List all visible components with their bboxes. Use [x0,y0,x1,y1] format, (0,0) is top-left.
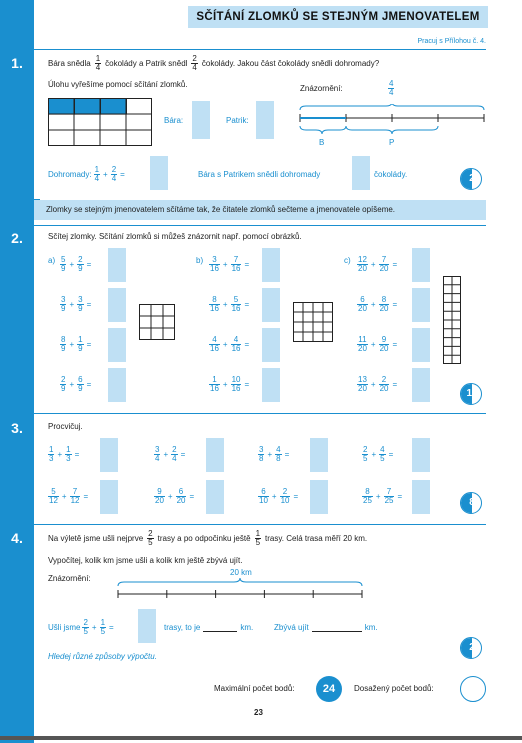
answer-box[interactable] [262,368,280,402]
sum-a-1: $\frac{5}{9}$ + $\frac{2}{9}$ = [61,255,92,274]
sum-a-2: $\frac{3}{9}$ + $\frac{3}{9}$ = [61,295,92,314]
cokolady-text: čokolády. [374,170,408,179]
answer-box[interactable] [108,288,126,322]
fraction: $\frac{6}{10}$ [259,487,268,506]
answer-box[interactable] [262,328,280,362]
exercise-number: 1. [11,55,23,71]
sum-b-2: $\frac{8}{16}$ + $\frac{5}{16}$ = [210,295,250,314]
grid-3x3 [139,304,175,340]
exercise-number: 2. [11,230,23,246]
divider [0,225,486,226]
answer-box[interactable] [412,368,430,402]
answer-box[interactable] [206,438,224,472]
label-p: P [389,138,395,147]
remaining-km: Zbývá ujít km. [274,623,378,632]
fraction: $\frac{3}{9}$ [78,295,83,314]
answer-box[interactable] [412,328,430,362]
label-bara: Bára: [164,116,184,125]
fraction: $\frac{7}{20}$ [379,255,389,274]
together-text: Bára s Patrikem snědli dohromady [198,170,321,179]
fraction: $\frac{3}{9}$ [61,295,66,314]
achieved-points-circle[interactable] [460,676,486,702]
fraction: $\frac{4}{16}$ [210,335,219,354]
label-znazorneni: Znázornění: [48,574,91,583]
answer-box[interactable] [262,288,280,322]
page-number: 23 [254,708,263,717]
fraction: $\frac{6}{20}$ [176,487,186,506]
points-badge: 2 [460,637,482,659]
fraction: $\frac{8}{9}$ [61,335,66,354]
page-title: SČÍTÁNÍ ZLOMKŮ SE STEJNÝM JMENOVATELEM [188,6,488,28]
achieved-points-label: Dosažený počet bodů: [354,684,434,693]
fraction: $\frac{1}{4}$ [95,54,101,73]
sum-c-3: $\frac{11}{20}$ + $\frac{9}{20}$ = [358,335,398,354]
fraction: $\frac{2}{4}$ [192,54,197,73]
hint: Hledej různé způsoby výpočtu. [48,652,157,661]
fraction: $\frac{1}{9}$ [78,335,83,354]
fraction: $\frac{7}{25}$ [384,487,394,506]
fraction: $\frac{3}{4}$ [155,445,160,464]
sum-r2-4: $\frac{8}{25}$ + $\frac{7}{25}$ = [363,487,403,506]
answer-box[interactable] [412,248,430,282]
total-fraction: $\frac{4}{4}$ [389,79,394,98]
exercise-number: 4. [11,530,23,546]
fraction: $\frac{5}{12}$ [49,487,58,506]
divider [0,413,486,414]
fraction: $\frac{2}{9}$ [78,255,83,274]
fraction: $\frac{4}{5}$ [380,445,385,464]
fraction: $\frac{9}{20}$ [155,487,164,506]
answer-box[interactable] [262,248,280,282]
blank-line[interactable] [312,631,362,632]
fraction: $\frac{5}{16}$ [231,295,241,314]
label-patrik: Patrik: [226,116,249,125]
answer-box[interactable] [206,480,224,514]
instruction: Procvičuj. [48,422,83,431]
fraction: $\frac{8}{25}$ [363,487,372,506]
label-c: c) [344,256,351,265]
answer-box[interactable] [100,480,118,514]
max-points-badge: 24 [316,676,342,702]
sidebar [0,0,34,743]
fraction: $\frac{8}{20}$ [379,295,389,314]
fraction: $\frac{10}{16}$ [231,375,241,394]
fraction: $\frac{2}{9}$ [61,375,66,394]
subtitle: Pracuj s Přílohou č. 4. [417,38,486,45]
sum-r2-2: $\frac{9}{20}$ + $\frac{6}{20}$ = [155,487,195,506]
label-a: a) [48,256,56,265]
sum-r1-2: $\frac{3}{4}$ + $\frac{2}{4}$ = [155,445,186,464]
fraction: $\frac{1}{3}$ [49,445,54,464]
sum-c-2: $\frac{6}{20}$ + $\frac{8}{20}$ = [358,295,398,314]
instruction: Sčítej zlomky. Sčítání zlomků si můžeš znázornit např. pomocí obrázků. [48,232,302,241]
answer-box[interactable] [108,368,126,402]
answer-box[interactable] [412,438,430,472]
label-b: b) [196,256,204,265]
fraction: $\frac{1}{16}$ [210,375,219,394]
grid-2x10 [443,276,461,364]
fraction: $\frac{8}{16}$ [210,295,219,314]
label-znazorneni: Znázornění: [300,84,343,93]
sum-b-4: $\frac{1}{16}$ + $\frac{10}{16}$ = [210,375,250,394]
sum-r2-1: $\frac{5}{12}$ + $\frac{7}{12}$ = [49,487,89,506]
fraction: $\frac{6}{20}$ [358,295,367,314]
divider [0,524,486,525]
answer-box[interactable] [310,480,328,514]
sum-a-3: $\frac{8}{9}$ + $\frac{1}{9}$ = [61,335,92,354]
sum-b-3: $\frac{4}{16}$ + $\frac{4}{16}$ = [210,335,250,354]
points-badge: 12 [460,383,482,405]
sum-r1-3: $\frac{3}{8}$ + $\frac{4}{8}$ = [259,445,290,464]
fraction: $\frac{7}{16}$ [231,255,241,274]
sum-c-1: $\frac{12}{20}$ + $\frac{7}{20}$ = [358,255,398,274]
fraction: $\frac{11}{20}$ [358,335,367,354]
blank-line[interactable] [203,631,237,632]
answer-box-sum[interactable] [150,156,168,190]
bottom-edge [0,736,522,740]
fraction: $\frac{2}{20}$ [379,375,389,394]
answer-box[interactable] [412,480,430,514]
fraction: $\frac{9}{20}$ [379,335,389,354]
fraction: $\frac{5}{9}$ [61,255,66,274]
points-badge: 8 [460,492,482,514]
instruction: Vypočítej, kolik km jsme ušli a kolik km ještě zbývá ujít. [48,556,243,565]
answer-box-bara[interactable] [192,101,210,139]
sum-r1-4: $\frac{2}{5}$ + $\frac{4}{5}$ = [363,445,394,464]
answer-box-walked[interactable] [138,609,156,643]
fraction: $\frac{7}{12}$ [70,487,80,506]
fraction: $\frac{4}{16}$ [231,335,241,354]
sum-r1-1: $\frac{1}{3}$ + $\frac{1}{3}$ = [49,445,80,464]
fraction: $\frac{2}{4}$ [172,445,177,464]
sum-r2-3: $\frac{6}{10}$ + $\frac{2}{10}$ = [259,487,299,506]
sum-expression: Dohromady: $\frac{1}{4}$ + $\frac{2}{4}$ = [48,165,125,184]
answer-box-patrik[interactable] [256,101,274,139]
distance-label: 20 km [230,568,252,577]
answer-box[interactable] [108,328,126,362]
fraction: $\frac{12}{20}$ [358,255,367,274]
fraction: $\frac{6}{9}$ [78,375,83,394]
answer-box-together[interactable] [352,156,370,190]
points-badge: 2 [460,168,482,190]
label-b: B [319,138,325,147]
grid-4x4 [293,302,333,342]
fraction: $\frac{13}{20}$ [358,375,367,394]
answer-box[interactable] [100,438,118,472]
walked-expression: Ušli jsme $\frac{2}{5}$ + $\frac{1}{5}$ = [48,618,114,637]
max-points-label: Maximální počet bodů: [214,684,295,693]
answer-box[interactable] [108,248,126,282]
route-line [114,578,366,604]
answer-box[interactable] [412,288,430,322]
rule-note: Zlomky se stejným jmenovatelem sčítáme tak, že čitatele zlomků sečteme a jmenovatele opíšeme. [34,200,486,220]
fraction: $\frac{2}{10}$ [280,487,290,506]
fraction: $\frac{3}{8}$ [259,445,264,464]
walked-km: trasy, to je km. [164,623,254,632]
question: Bára snědla $\frac{1}{4}$ čokolády a Patrik snědl $\frac{2}{4}$ čokolády. Jakou část čokolády snědli dohromady? [48,54,380,73]
question: Na výletě jsme ušli nejprve $\frac{2}{5}$ trasy a po odpočinku ještě $\frac{1}{5}$ trasy. Celá trasa měří 20 km. [48,529,368,548]
sum-b-1: $\frac{3}{16}$ + $\frac{7}{16}$ = [210,255,250,274]
divider [0,49,486,50]
exercise-number: 3. [11,420,23,436]
fraction: $\frac{2}{5}$ [363,445,368,464]
instruction: Úlohu vyřešíme pomocí sčítání zlomků. [48,80,188,89]
answer-box[interactable] [310,438,328,472]
chocolate-grid [48,98,152,146]
fraction: $\frac{1}{3}$ [66,445,71,464]
fraction: $\frac{3}{16}$ [210,255,219,274]
fraction: $\frac{4}{8}$ [276,445,281,464]
sum-c-4: $\frac{13}{20}$ + $\frac{2}{20}$ = [358,375,398,394]
sum-a-4: $\frac{2}{9}$ + $\frac{6}{9}$ = [61,375,92,394]
